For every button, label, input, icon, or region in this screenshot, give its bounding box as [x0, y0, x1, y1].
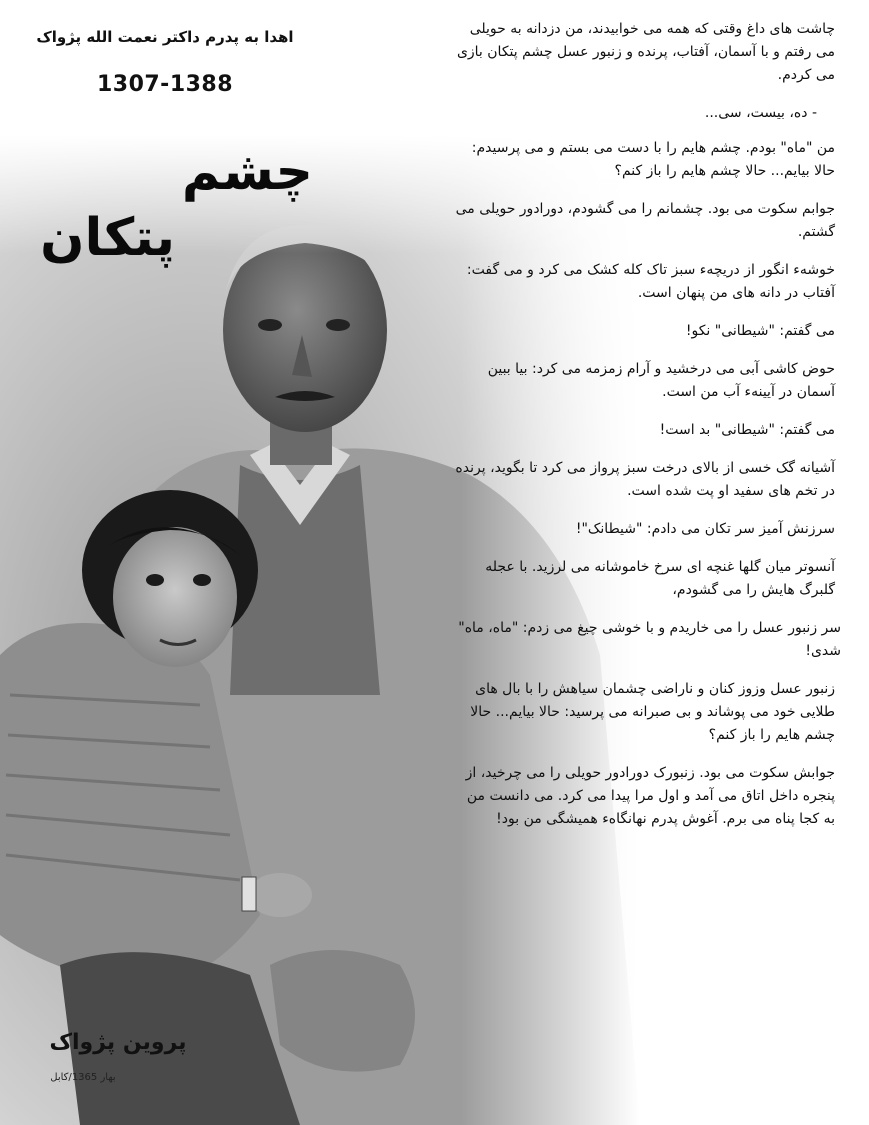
poem-paragraph: سرزنش آمیز سر تکان می دادم: "شیطانک"! [575, 521, 835, 537]
poem-paragraph: می گفتم: "شیطانی" نکو! [685, 323, 835, 339]
poem-body [455, 18, 841, 846]
poem-paragraph: من "ماه" بودم. چشم هایم را با دست می بستم و می پرسیدم: حالا بیایم... حالا چشم هایم را باز کنم؟ [471, 140, 835, 179]
date-note: بهار 1365/کابل [50, 1072, 116, 1083]
poem-paragraph: حوض کاشی آبی می درخشید و آرام زمزمه می کرد: بیا ببین آسمان در آیینهء آب من است. [487, 361, 835, 400]
author-name: پروین پژواک [49, 1030, 187, 1055]
poem-paragraph: جوابم سکوت می بود. چشمانم را می گشودم، دورادور حویلی می گشتم. [455, 201, 835, 240]
poem-paragraph: جوابش سکوت می بود. زنبورک دورادور حویلی را می چرخید، از پنجره داخل اتاق می آمد و اول مرا پیدا می کرد. می دانست من به کجا پناه می برم. آغوش پدرم نهانگاهء همیشگی من بود! [465, 765, 835, 827]
title-line-2: پتکان [40, 208, 175, 268]
poem-paragraph: آشیانه گک خسی از بالای درخت سبز پرواز می کرد تا بگوید، پرنده در تخم های سفید او پت شده است. [455, 460, 835, 499]
poem-paragraph: می گفتم: "شیطانی" بد است! [659, 422, 835, 438]
title-line-1: چشم [181, 142, 313, 202]
years-text: 1307-1388 [96, 72, 234, 97]
poem-paragraph: خوشهء انگور از دریچهء سبز تاک کله کشک می کرد و می گفت: آفتاب در دانه های من پنهان است. [466, 262, 835, 301]
poem-paragraph: زنبور عسل وزوز کنان و ناراضی چشمان سیاهش را با بال های طلایی خود می پوشاند و بی صبرانه می پرسید: حالا بیایم... حالا چشم هایم را باز کنم؟ [470, 681, 835, 743]
dedication-text: اهدا به پدرم داکتر نعمت الله پژواک [36, 28, 294, 46]
poem-paragraph: - ده، بیست، سی... [704, 105, 817, 121]
poem-paragraph: چاشت های داغ وقتی که همه می خوابیدند، من دزدانه به حویلی می رفتم و با آسمان، آفتاب، پرنده و زنبور عسل چشم پتکان بازی می کردم. [456, 21, 835, 83]
poem-title [25, 140, 325, 280]
poem-paragraph: آنسوتر میان گلها غنچه ای سرخ خاموشانه می لرزید. با عجله گلبرگ هایش را می گشودم، [485, 559, 835, 598]
poem-paragraph: سر زنبور عسل را می خاریدم و با خوشی چیغ می زدم: "ماه، ماه" شدی! [458, 620, 841, 659]
